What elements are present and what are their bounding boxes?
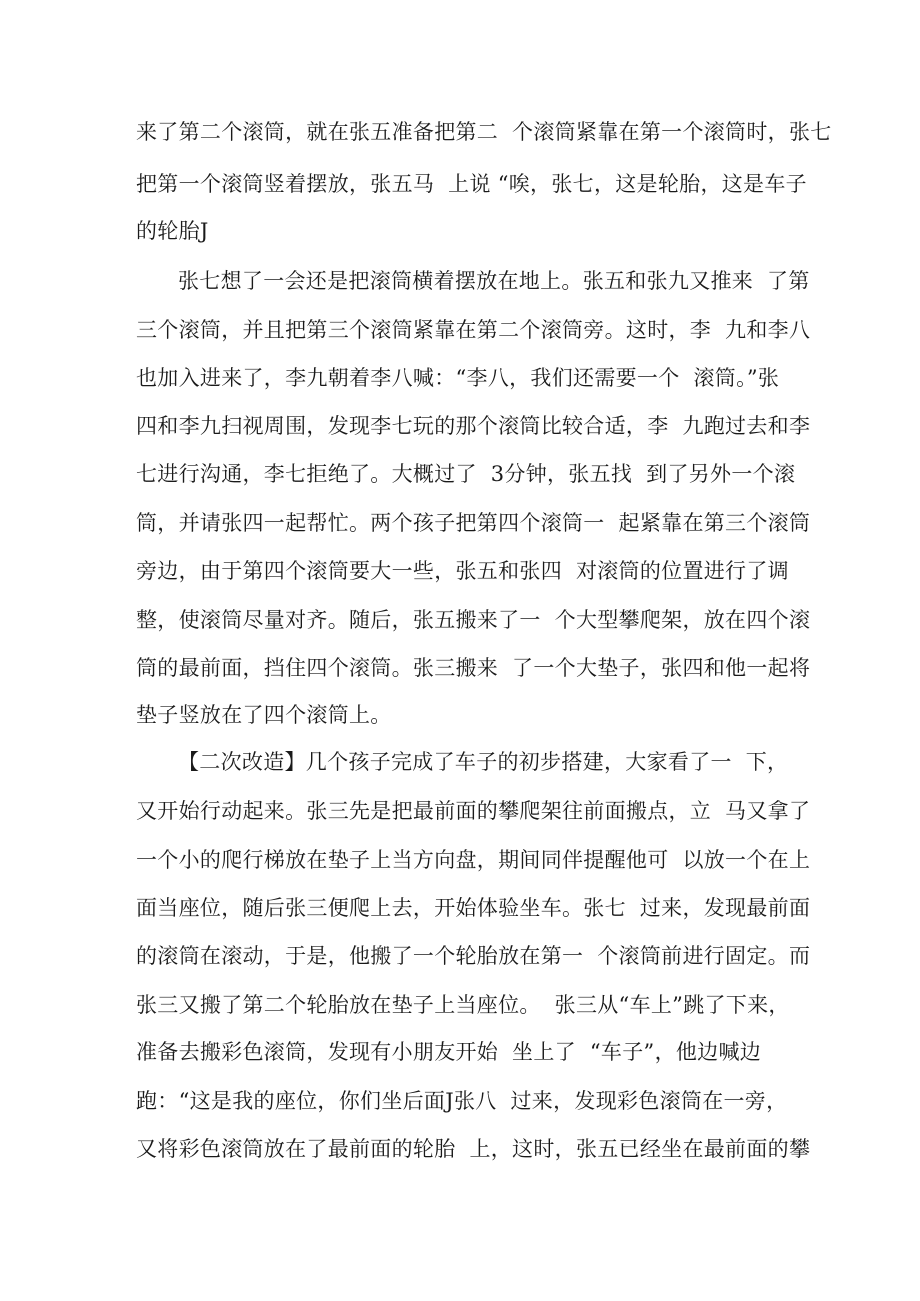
text-line: 也加入进来了，李九朝着李八喊：“李八，我们还需要一个 滚筒。”张 — [136, 366, 780, 390]
text-line: 又将彩色滚筒放在了最前面的轮胎 上，这时，张五已经坐在最前面的攀 — [136, 1137, 811, 1161]
text-line: 准备去搬彩色滚筒，发现有小朋友开始 坐上了 “车子”，他边喊边 — [136, 1040, 762, 1064]
text-line: 筒，并请张四一起帮忙。两个孩子把第四个滚筒一 起紧靠在第三个滚筒 — [136, 511, 811, 535]
text-line: 张三又搬了第二个轮胎放在垫子上当座位。 张三从“车上”跳了下来， — [136, 993, 790, 1017]
text-line: 张七想了一会还是把滚筒横着摆放在地上。张五和张九又推来 了第 — [178, 269, 810, 293]
text-line: 的滚筒在滚动，于是，他搬了一个轮胎放在第一 个滚筒前进行固定。而 — [136, 944, 811, 968]
text-line: 面当座位，随后张三便爬上去，开始体验坐车。张七 过来，发现最前面 — [136, 896, 811, 920]
text-line: 四和李九扫视周围，发现李七玩的那个滚筒比较合适，李 九跑过去和李 — [136, 414, 811, 438]
text-line: 又开始行动起来。张三先是把最前面的攀爬架往前面搬点，立 马又拿了 — [136, 799, 811, 823]
text-line: 七进行沟通，李七拒绝了。大概过了 3分钟，张五找 到了另外一个滚 — [136, 462, 796, 486]
text-line: 把第一个滚筒竖着摆放，张五马 上说 “唉，张七，这是轮胎，这是车子 — [136, 172, 807, 196]
text-line: 跑：“这是我的座位，你们坐后面J张八 过来，发现彩色滚筒在一旁， — [136, 1089, 788, 1113]
text-line: 的轮胎J — [136, 219, 209, 243]
text-line: 筒的最前面，挡住四个滚筒。张三搬来 了一个大垫子，张四和他一起将 — [136, 656, 811, 680]
text-line: 三个滚筒，并且把第三个滚筒紧靠在第二个滚筒旁。这时，李 九和李八 — [136, 318, 811, 342]
text-line: 整，使滚筒尽量对齐。随后，张五搬来了一 个大型攀爬架，放在四个滚 — [136, 608, 811, 632]
text-line: 一个小的爬行梯放在垫子上当方向盘，期间同伴提醒他可 以放一个在上 — [136, 848, 811, 872]
text-line: 垫子竖放在了四个滚筒上。 — [136, 703, 392, 727]
text-line: 【二次改造】几个孩子完成了车子的初步搭建，大家看了一 下， — [178, 750, 789, 774]
text-line: 旁边，由于第四个滚筒要大一些，张五和张四 对滚筒的位置进行了调 — [136, 559, 789, 583]
text-line: 来了第二个滚筒，就在张五准备把第二 个滚筒紧靠在第一个滚筒时，张七 — [136, 120, 832, 144]
